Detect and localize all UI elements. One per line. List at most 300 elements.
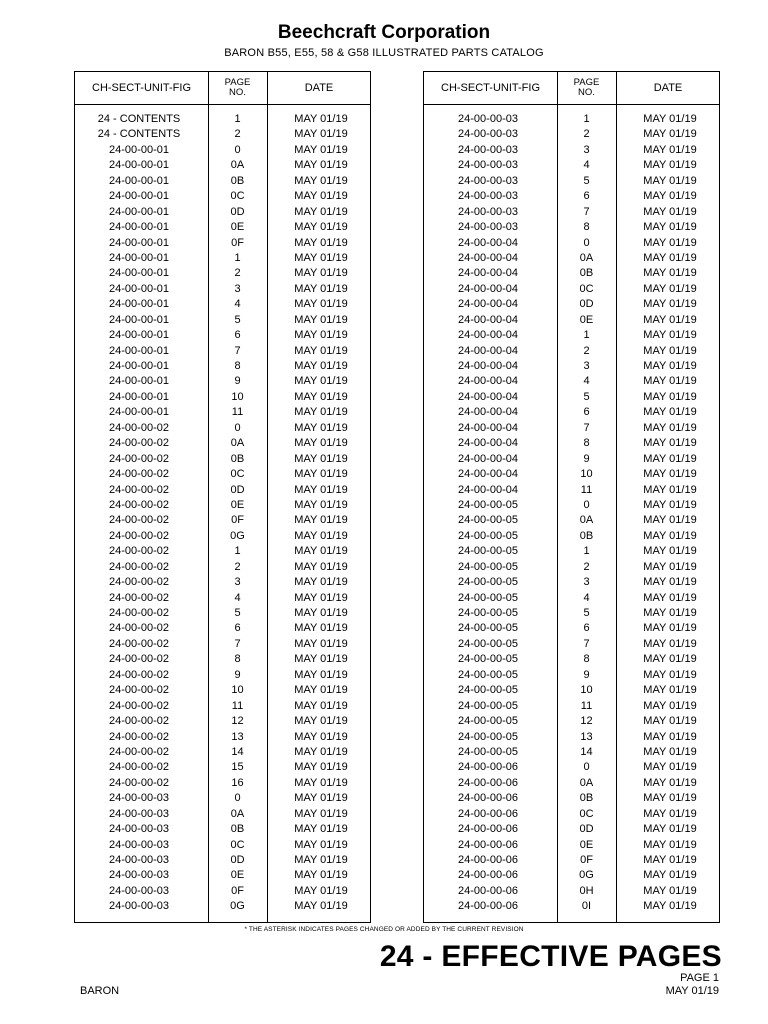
cell-fig: 24-00-00-01 xyxy=(109,282,169,295)
cell-date: MAY 01/19 xyxy=(643,267,697,280)
cell-page: 0E xyxy=(230,498,245,511)
cell-fig: 24-00-00-05 xyxy=(458,576,518,589)
cell-fig: 24-00-00-02 xyxy=(109,745,169,758)
cell-fig: 24-00-00-02 xyxy=(109,591,169,604)
table-row xyxy=(75,436,370,451)
cell-fig: 24-00-00-01 xyxy=(109,190,169,203)
cell-date: MAY 01/19 xyxy=(294,468,348,481)
table-row xyxy=(424,699,719,714)
cell-date: MAY 01/19 xyxy=(643,344,697,357)
table-row xyxy=(75,205,370,220)
table-row xyxy=(75,791,370,806)
table-row xyxy=(424,884,719,899)
cell-page: 4 xyxy=(583,591,590,604)
cell-page: 0E xyxy=(579,838,594,851)
cell-page: 7 xyxy=(583,205,590,218)
cell-date: MAY 01/19 xyxy=(643,823,697,836)
cell-page: 9 xyxy=(583,452,590,465)
table-row xyxy=(75,899,370,914)
cell-date: MAY 01/19 xyxy=(643,329,697,342)
cell-fig: 24-00-00-05 xyxy=(458,622,518,635)
table-row xyxy=(424,452,719,467)
cell-fig: 24-00-00-04 xyxy=(458,406,518,419)
cell-date: MAY 01/19 xyxy=(294,406,348,419)
cell-date: MAY 01/19 xyxy=(294,730,348,743)
table-row xyxy=(75,158,370,173)
column-header-page-line2: NO. xyxy=(229,87,246,98)
table-row xyxy=(424,791,719,806)
cell-page: 0E xyxy=(230,221,245,234)
table-header xyxy=(75,72,370,105)
section-title: 24 - EFFECTIVE PAGES xyxy=(379,940,722,973)
cell-fig: 24-00-00-06 xyxy=(458,869,518,882)
page-number: PAGE 1 xyxy=(680,972,719,984)
cell-fig: 24-00-00-03 xyxy=(458,190,518,203)
cell-date: MAY 01/19 xyxy=(643,807,697,820)
cell-page: 4 xyxy=(583,159,590,172)
table-row xyxy=(424,513,719,528)
cell-date: MAY 01/19 xyxy=(643,699,697,712)
table-row xyxy=(75,513,370,528)
cell-fig: 24-00-00-02 xyxy=(109,761,169,774)
cell-date: MAY 01/19 xyxy=(294,653,348,666)
cell-page: 0F xyxy=(231,514,244,527)
cell-page: 0A xyxy=(579,776,594,789)
cell-date: MAY 01/19 xyxy=(294,236,348,249)
table-row xyxy=(424,205,719,220)
cell-fig: 24-00-00-02 xyxy=(109,668,169,681)
cell-date: MAY 01/19 xyxy=(643,406,697,419)
cell-date: MAY 01/19 xyxy=(643,421,697,434)
cell-date: MAY 01/19 xyxy=(643,622,697,635)
cell-page: 0A xyxy=(579,514,594,527)
cell-fig: 24-00-00-02 xyxy=(109,483,169,496)
cell-date: MAY 01/19 xyxy=(643,668,697,681)
table-row xyxy=(424,266,719,281)
cell-page: 1 xyxy=(234,251,241,264)
cell-fig: 24-00-00-02 xyxy=(109,576,169,589)
cell-page: 4 xyxy=(234,298,241,311)
cell-page: 3 xyxy=(583,576,590,589)
table-row xyxy=(75,807,370,822)
cell-date: MAY 01/19 xyxy=(294,869,348,882)
cell-page: 4 xyxy=(583,375,590,388)
cell-fig: 24-00-00-06 xyxy=(458,823,518,836)
cell-date: MAY 01/19 xyxy=(643,375,697,388)
table-row xyxy=(75,282,370,297)
table-row xyxy=(75,143,370,158)
cell-date: MAY 01/19 xyxy=(294,900,348,913)
cell-date: MAY 01/19 xyxy=(643,143,697,156)
cell-fig: 24-00-00-03 xyxy=(458,143,518,156)
cell-fig: 24-00-00-03 xyxy=(458,159,518,172)
table-row xyxy=(424,282,719,297)
cell-page: 8 xyxy=(583,221,590,234)
cell-fig: 24-00-00-01 xyxy=(109,143,169,156)
cell-page: 5 xyxy=(583,390,590,403)
cell-fig: 24-00-00-05 xyxy=(458,637,518,650)
cell-page: 6 xyxy=(583,406,590,419)
cell-page: 0C xyxy=(579,807,594,820)
cell-date: MAY 01/19 xyxy=(294,607,348,619)
cell-page: 2 xyxy=(583,128,590,141)
cell-date: MAY 01/19 xyxy=(294,205,348,218)
cell-page: 8 xyxy=(583,653,590,666)
table-row xyxy=(75,544,370,559)
cell-fig: 24-00-00-02 xyxy=(109,653,169,666)
cell-date: MAY 01/19 xyxy=(643,653,697,666)
cell-date: MAY 01/19 xyxy=(643,360,697,372)
cell-fig: 24-00-00-03 xyxy=(109,823,169,836)
table-body xyxy=(75,112,370,915)
cell-page: 3 xyxy=(234,576,241,589)
cell-page: 0G xyxy=(579,869,594,882)
cell-page: 0C xyxy=(579,282,594,295)
cell-fig: 24-00-00-06 xyxy=(458,900,518,913)
cell-page: 0 xyxy=(583,236,590,249)
table-row xyxy=(424,899,719,914)
cell-date: MAY 01/19 xyxy=(643,452,697,465)
cell-page: 0H xyxy=(579,884,594,897)
cell-page: 0F xyxy=(231,236,244,249)
cell-page: 10 xyxy=(231,684,244,697)
cell-fig: 24-00-00-04 xyxy=(458,329,518,342)
cell-page: 7 xyxy=(583,421,590,434)
cell-date: MAY 01/19 xyxy=(294,622,348,635)
cell-date: MAY 01/19 xyxy=(294,298,348,311)
cell-page: 12 xyxy=(231,715,244,728)
table-row xyxy=(424,637,719,652)
cell-date: MAY 01/19 xyxy=(643,529,697,542)
table-row xyxy=(75,405,370,420)
cell-fig: 24-00-00-05 xyxy=(458,730,518,743)
cell-page: 9 xyxy=(583,668,590,681)
table-row xyxy=(75,236,370,251)
table-row xyxy=(75,529,370,544)
cell-fig: 24-00-00-04 xyxy=(458,452,518,465)
table-row xyxy=(75,251,370,266)
cell-page: 7 xyxy=(583,637,590,650)
cell-date: MAY 01/19 xyxy=(643,684,697,697)
cell-date: MAY 01/19 xyxy=(294,776,348,789)
cell-date: MAY 01/19 xyxy=(643,313,697,326)
cell-fig: 24-00-00-06 xyxy=(458,807,518,820)
cell-fig: 24-00-00-04 xyxy=(458,360,518,372)
cell-fig: 24-00-00-01 xyxy=(109,390,169,403)
cell-date: MAY 01/19 xyxy=(294,529,348,542)
cell-fig: 24 - CONTENTS xyxy=(97,128,181,141)
cell-page: 11 xyxy=(231,699,244,712)
cell-date: MAY 01/19 xyxy=(294,267,348,280)
table-row xyxy=(75,637,370,652)
cell-page: 5 xyxy=(234,313,241,326)
cell-page: 0I xyxy=(581,900,592,913)
table-row xyxy=(424,560,719,575)
table-row xyxy=(75,297,370,312)
cell-page: 0D xyxy=(579,823,594,836)
table-row xyxy=(75,822,370,837)
cell-date: MAY 01/19 xyxy=(294,128,348,141)
cell-page: 0 xyxy=(234,792,241,805)
table-row xyxy=(424,313,719,328)
table-row xyxy=(424,359,719,374)
cell-fig: 24-00-00-05 xyxy=(458,607,518,619)
cell-fig: 24-00-00-04 xyxy=(458,313,518,326)
cell-date: MAY 01/19 xyxy=(643,854,697,866)
cell-fig: 24-00-00-04 xyxy=(458,298,518,311)
column-header-page xyxy=(557,72,616,104)
cell-date: MAY 01/19 xyxy=(643,607,697,619)
cell-page: 0D xyxy=(579,298,594,311)
cell-page: 0G xyxy=(230,900,245,913)
cell-date: MAY 01/19 xyxy=(294,715,348,728)
cell-fig: 24-00-00-01 xyxy=(109,313,169,326)
table-row xyxy=(424,498,719,513)
cell-fig: 24-00-00-05 xyxy=(458,545,518,558)
cell-page: 6 xyxy=(234,329,241,342)
cell-date: MAY 01/19 xyxy=(643,591,697,604)
table-header xyxy=(424,72,719,105)
company-name: Beechcraft Corporation xyxy=(277,22,491,43)
table-row xyxy=(424,606,719,621)
cell-fig: 24-00-00-02 xyxy=(109,730,169,743)
column-header-page-line1: PAGE xyxy=(573,77,600,88)
cell-page: 0C xyxy=(230,468,245,481)
table-row xyxy=(75,868,370,883)
cell-fig: 24-00-00-03 xyxy=(458,221,518,234)
cell-page: 0 xyxy=(234,143,241,156)
cell-page: 0B xyxy=(579,792,594,805)
table-row xyxy=(75,127,370,142)
cell-page: 1 xyxy=(583,545,590,558)
cell-page: 14 xyxy=(580,745,593,758)
cell-date: MAY 01/19 xyxy=(294,745,348,758)
table-row xyxy=(75,174,370,189)
cell-date: MAY 01/19 xyxy=(294,113,348,125)
table-row xyxy=(424,668,719,683)
cell-date: MAY 01/19 xyxy=(294,684,348,697)
table-row xyxy=(75,452,370,467)
cell-fig: 24-00-00-01 xyxy=(109,267,169,280)
cell-fig: 24-00-00-02 xyxy=(109,607,169,619)
cell-fig: 24-00-00-06 xyxy=(458,761,518,774)
cell-page: 1 xyxy=(583,113,590,125)
effective-pages-table-right xyxy=(423,71,720,923)
table-row xyxy=(424,544,719,559)
cell-fig: 24-00-00-01 xyxy=(109,174,169,187)
cell-fig: 24-00-00-03 xyxy=(458,128,518,141)
cell-page: 2 xyxy=(583,560,590,573)
cell-fig: 24-00-00-05 xyxy=(458,653,518,666)
cell-page: 0C xyxy=(230,838,245,851)
cell-date: MAY 01/19 xyxy=(643,282,697,295)
table-row xyxy=(424,143,719,158)
cell-fig: 24-00-00-05 xyxy=(458,684,518,697)
cell-date: MAY 01/19 xyxy=(294,637,348,650)
cell-fig: 24-00-00-06 xyxy=(458,838,518,851)
cell-page: 10 xyxy=(580,468,593,481)
cell-date: MAY 01/19 xyxy=(643,113,697,125)
cell-date: MAY 01/19 xyxy=(294,390,348,403)
cell-fig: 24-00-00-04 xyxy=(458,390,518,403)
cell-fig: 24-00-00-02 xyxy=(109,622,169,635)
cell-date: MAY 01/19 xyxy=(294,437,348,450)
table-row xyxy=(424,405,719,420)
cell-fig: 24-00-00-03 xyxy=(458,174,518,187)
column-header-date: DATE xyxy=(653,82,683,94)
cell-page: 10 xyxy=(580,684,593,697)
cell-date: MAY 01/19 xyxy=(643,437,697,450)
cell-fig: 24-00-00-01 xyxy=(109,236,169,249)
table-row xyxy=(424,127,719,142)
cell-fig: 24-00-00-02 xyxy=(109,715,169,728)
cell-fig: 24-00-00-05 xyxy=(458,560,518,573)
cell-fig: 24-00-00-01 xyxy=(109,360,169,372)
cell-fig: 24-00-00-05 xyxy=(458,591,518,604)
table-row xyxy=(424,421,719,436)
cell-fig: 24-00-00-04 xyxy=(458,267,518,280)
cell-date: MAY 01/19 xyxy=(643,869,697,882)
cell-date: MAY 01/19 xyxy=(643,190,697,203)
table-row xyxy=(75,220,370,235)
cell-date: MAY 01/19 xyxy=(643,576,697,589)
table-row xyxy=(75,730,370,745)
table-row xyxy=(424,344,719,359)
column-header-date: DATE xyxy=(304,82,334,94)
cell-page: 9 xyxy=(234,668,241,681)
cell-fig: 24 - CONTENTS xyxy=(97,113,181,125)
table-row xyxy=(75,683,370,698)
cell-date: MAY 01/19 xyxy=(294,375,348,388)
cell-fig: 24-00-00-02 xyxy=(109,637,169,650)
table-row xyxy=(75,652,370,667)
table-row xyxy=(75,668,370,683)
table-row xyxy=(75,344,370,359)
cell-date: MAY 01/19 xyxy=(643,838,697,851)
cell-fig: 24-00-00-05 xyxy=(458,715,518,728)
cell-page: 0D xyxy=(230,483,245,496)
table-row xyxy=(424,683,719,698)
table-row xyxy=(75,621,370,636)
table-row xyxy=(75,374,370,389)
cell-date: MAY 01/19 xyxy=(294,221,348,234)
cell-page: 0F xyxy=(231,884,244,897)
cell-date: MAY 01/19 xyxy=(294,282,348,295)
cell-date: MAY 01/19 xyxy=(643,483,697,496)
cell-fig: 24-00-00-01 xyxy=(109,406,169,419)
cell-page: 0A xyxy=(230,437,245,450)
cell-page: 3 xyxy=(234,282,241,295)
cell-date: MAY 01/19 xyxy=(294,344,348,357)
table-body xyxy=(424,112,719,915)
table-row xyxy=(424,730,719,745)
column-header-page-line2: NO. xyxy=(578,87,595,98)
cell-date: MAY 01/19 xyxy=(643,468,697,481)
cell-fig: 24-00-00-01 xyxy=(109,298,169,311)
cell-date: MAY 01/19 xyxy=(643,761,697,774)
aircraft-model: BARON xyxy=(80,985,120,997)
table-row xyxy=(424,436,719,451)
effective-pages-table-left xyxy=(74,71,371,923)
cell-page: 0 xyxy=(583,498,590,511)
cell-page: 0B xyxy=(230,823,245,836)
table-row xyxy=(424,374,719,389)
cell-date: MAY 01/19 xyxy=(643,545,697,558)
table-row xyxy=(75,699,370,714)
page-date: MAY 01/19 xyxy=(665,985,719,997)
cell-fig: 24-00-00-04 xyxy=(458,437,518,450)
cell-fig: 24-00-00-03 xyxy=(109,854,169,866)
table-row xyxy=(424,158,719,173)
cell-fig: 24-00-00-04 xyxy=(458,421,518,434)
cell-page: 3 xyxy=(583,360,590,372)
table-row xyxy=(75,313,370,328)
table-row xyxy=(75,606,370,621)
cell-date: MAY 01/19 xyxy=(643,298,697,311)
cell-page: 11 xyxy=(231,406,244,419)
cell-page: 0B xyxy=(230,452,245,465)
table-row xyxy=(424,575,719,590)
cell-page: 1 xyxy=(583,329,590,342)
cell-page: 0B xyxy=(230,174,245,187)
cell-fig: 24-00-00-03 xyxy=(109,792,169,805)
cell-fig: 24-00-00-03 xyxy=(109,884,169,897)
cell-date: MAY 01/19 xyxy=(643,637,697,650)
table-row xyxy=(424,745,719,760)
cell-page: 0B xyxy=(579,267,594,280)
cell-date: MAY 01/19 xyxy=(294,421,348,434)
cell-page: 0B xyxy=(579,529,594,542)
cell-page: 2 xyxy=(234,560,241,573)
cell-page: 7 xyxy=(234,344,241,357)
cell-page: 0E xyxy=(230,869,245,882)
cell-date: MAY 01/19 xyxy=(294,854,348,866)
cell-page: 1 xyxy=(234,113,241,125)
table-row xyxy=(75,328,370,343)
cell-page: 8 xyxy=(583,437,590,450)
cell-date: MAY 01/19 xyxy=(643,174,697,187)
cell-fig: 24-00-00-02 xyxy=(109,560,169,573)
table-row xyxy=(424,807,719,822)
cell-date: MAY 01/19 xyxy=(294,823,348,836)
cell-fig: 24-00-00-01 xyxy=(109,221,169,234)
cell-date: MAY 01/19 xyxy=(294,174,348,187)
cell-fig: 24-00-00-04 xyxy=(458,344,518,357)
cell-fig: 24-00-00-01 xyxy=(109,375,169,388)
cell-date: MAY 01/19 xyxy=(294,498,348,511)
table-row xyxy=(424,853,719,868)
table-row xyxy=(75,498,370,513)
table-row xyxy=(424,251,719,266)
cell-date: MAY 01/19 xyxy=(643,498,697,511)
cell-page: 0A xyxy=(230,807,245,820)
cell-fig: 24-00-00-02 xyxy=(109,776,169,789)
cell-page: 9 xyxy=(234,375,241,388)
cell-fig: 24-00-00-03 xyxy=(458,113,518,125)
cell-page: 1 xyxy=(234,545,241,558)
table-row xyxy=(424,529,719,544)
cell-date: MAY 01/19 xyxy=(294,483,348,496)
cell-page: 0E xyxy=(579,313,594,326)
cell-page: 0 xyxy=(583,761,590,774)
cell-page: 13 xyxy=(580,730,593,743)
cell-date: MAY 01/19 xyxy=(294,807,348,820)
cell-date: MAY 01/19 xyxy=(294,838,348,851)
cell-date: MAY 01/19 xyxy=(294,545,348,558)
cell-fig: 24-00-00-03 xyxy=(109,869,169,882)
cell-date: MAY 01/19 xyxy=(294,143,348,156)
column-header-page xyxy=(208,72,267,104)
